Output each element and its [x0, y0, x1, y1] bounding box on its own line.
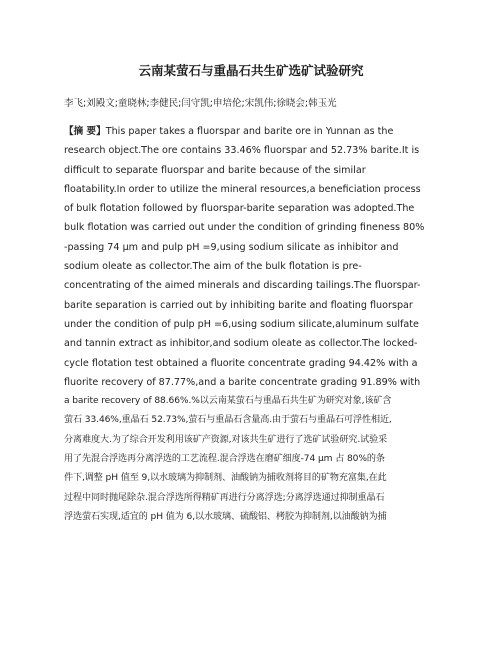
- abstract-line: fluorite recovery of 87.77%,and a barite concentrate grading 91.89% with: [64, 376, 421, 388]
- abstract-line: under the condition of pulp pH =6,using sodium silicate,aluminum sulfate: [64, 318, 419, 330]
- abstract-line: concentrating of the aimed minerals and discarding tailings.The fluorspar-: [64, 280, 421, 292]
- abstract-line: 件下,调整 pH 值至 9,以水玻璃为抑制剂、油酸钠为捕收剂将目的矿物充富集,在此: [64, 473, 387, 484]
- abstract-line: and tannin extract as inhibitor,and sodium oleate as collector.The locked-: [64, 338, 418, 350]
- abstract-line: difficult to separate fluorspar and barite because of the similar: [64, 164, 366, 176]
- abstract-line: 用了先混合浮选再分离浮选的工艺流程.混合浮选在磨矿细度-74 μm 占 80%的条: [64, 454, 385, 465]
- abstract-line: 过程中同时抛尾除杂.混合浮选所得精矿再进行分离浮选;分离浮选通过抑制重晶石: [64, 492, 385, 503]
- abstract-line: bulk flotation was carried out under the condition of grinding fineness 80%: [64, 222, 425, 234]
- abstract-line: of bulk flotation followed by fluorspar-barite separation was adopted.The: [64, 203, 415, 215]
- abstract-line: barite separation is carried out by inhibiting barite and floating fluorspar: [64, 299, 413, 311]
- abstract-line: sodium oleate as collector.The aim of the bulk flotation is pre-: [64, 261, 362, 273]
- abstract-line: 【摘 要】This paper takes a fluorspar and barite ore in Yunnan as the: [64, 126, 394, 137]
- abstract-line: 浮选萤石实现,适宜的 pH 值为 6,以水玻璃、硫酸铝、栲胶为抑制剂,以油酸钠为捕: [64, 511, 387, 522]
- abstract-line: -passing 74 μm and pulp pH =9,using sodium silicate as inhibitor and: [64, 241, 399, 253]
- abstract-label: 【摘 要】: [64, 126, 106, 137]
- abstract-line: 分离难度大.为了综合开发利用该矿产资源,对该共生矿进行了选矿试验研究.试验采: [64, 434, 388, 445]
- paper-title: 云南某萤石与重晶石共生矿选矿试验研究: [138, 63, 364, 78]
- abstract-line: a barite recovery of 88.66%.%以云南某萤石与重晶石共生矿为研究对象,该矿含: [64, 396, 392, 407]
- abstract: [64, 122, 454, 527]
- author-list: 李飞;刘殿文;童晓林;李健民;闫守凯;申培伦;宋凯伟;徐晓会;韩玉光: [64, 98, 337, 109]
- abstract-line: cycle flotation test obtained a fluorite concentrate grading 94.42% with a: [64, 357, 418, 369]
- abstract-line: research object.The ore contains 33.46% fluorspar and 52.73% barite.It is: [64, 145, 420, 157]
- abstract-line: floatability.In order to utilize the mineral resources,a beneficiation process: [64, 183, 421, 195]
- abstract-line: 萤石 33.46%,重晶石 52.73%,萤石与重晶石含量高.由于萤石与重晶石可浮性相近,: [64, 415, 392, 426]
